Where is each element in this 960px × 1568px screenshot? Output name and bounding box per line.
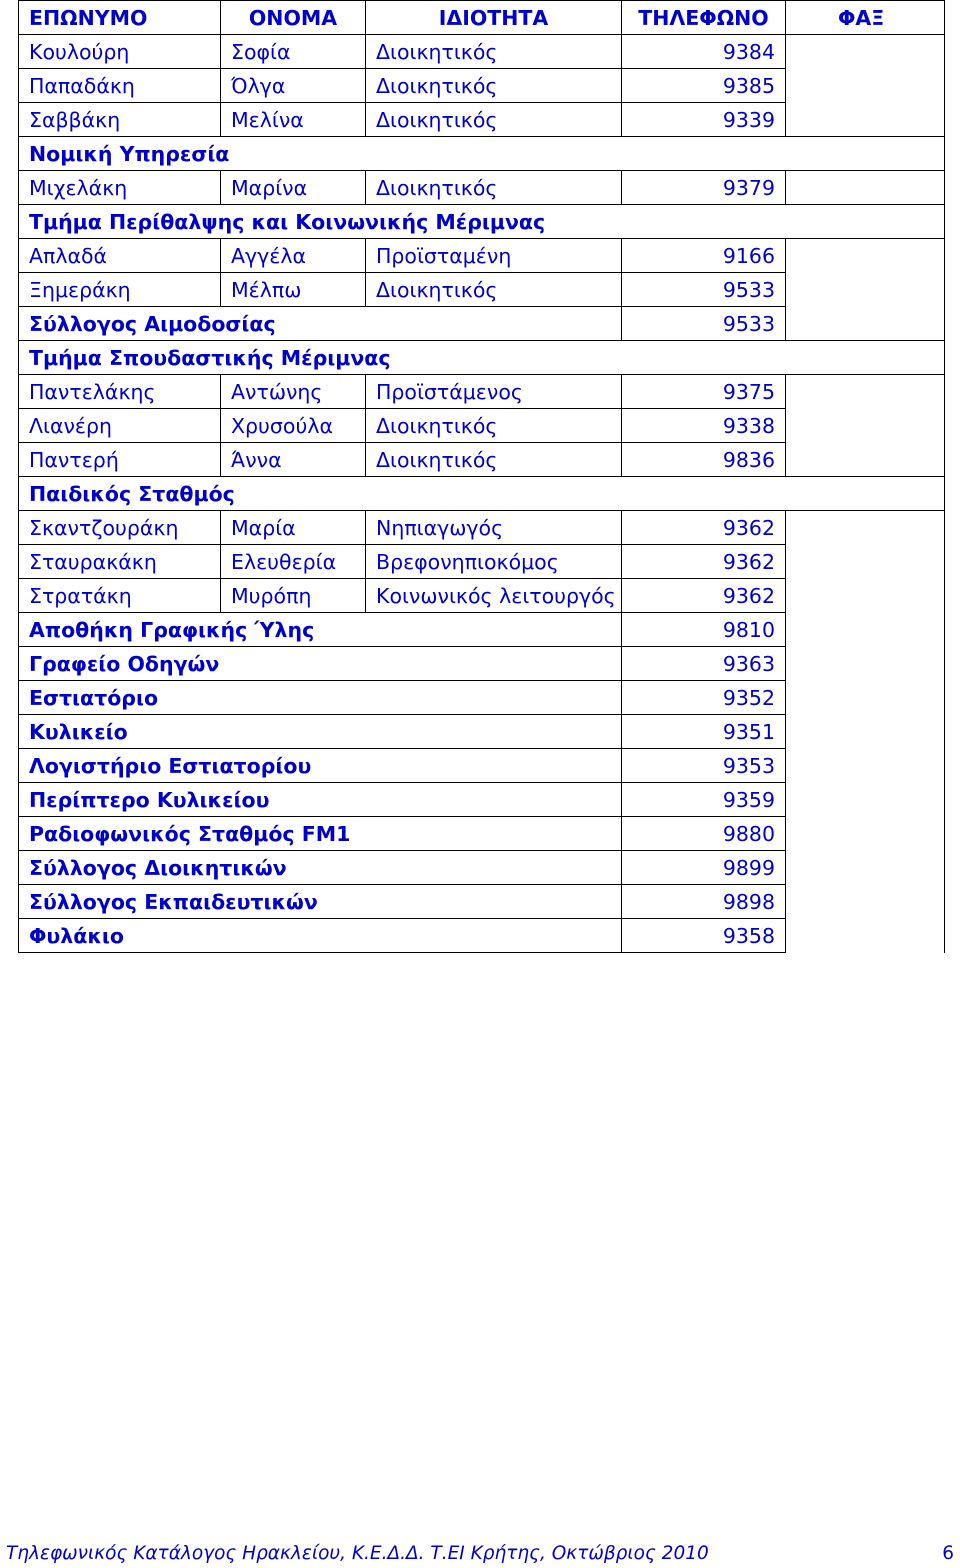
phone-cell: 9836 bbox=[622, 443, 786, 477]
table-row bbox=[19, 273, 945, 307]
fax-cell bbox=[786, 409, 945, 443]
name-cell: Μέλπω bbox=[221, 273, 366, 307]
phone-cell: 9379 bbox=[622, 171, 786, 205]
fax-cell bbox=[786, 919, 945, 953]
phone-cell: 9384 bbox=[622, 35, 786, 69]
table-row bbox=[19, 239, 945, 273]
table-row bbox=[19, 579, 945, 613]
page-number: 6 bbox=[942, 1543, 954, 1564]
header-surname: ΕΠΩΝΥΜΟ bbox=[19, 1, 221, 35]
service-row bbox=[19, 885, 945, 919]
phone-cell: 9339 bbox=[622, 103, 786, 137]
phone-cell: 9810 bbox=[622, 613, 786, 647]
section-row bbox=[19, 477, 945, 511]
header-phone: ΤΗΛΕΦΩΝΟ bbox=[622, 1, 786, 35]
phone-cell: 9385 bbox=[622, 69, 786, 103]
header-name: ΟΝΟΜΑ bbox=[221, 1, 366, 35]
name-cell: Σοφία bbox=[221, 35, 366, 69]
surname-cell: Σκαντζουράκη bbox=[19, 511, 221, 545]
service-name-cell: Αποθήκη Γραφικής Ύλης bbox=[19, 613, 622, 647]
role-cell: Διοικητικός bbox=[366, 171, 622, 205]
section-row bbox=[19, 341, 945, 375]
surname-cell: Ξημεράκη bbox=[19, 273, 221, 307]
name-cell: Μελίνα bbox=[221, 103, 366, 137]
service-name-cell: Ραδιοφωνικός Σταθμός FM1 bbox=[19, 817, 622, 851]
fax-cell bbox=[786, 273, 945, 307]
header-role: ΙΔΙΟΤΗΤΑ bbox=[366, 1, 622, 35]
table-row bbox=[19, 511, 945, 545]
phone-cell: 9880 bbox=[622, 817, 786, 851]
phone-cell: 9166 bbox=[622, 239, 786, 273]
phone-cell: 9358 bbox=[622, 919, 786, 953]
surname-cell: Απλαδά bbox=[19, 239, 221, 273]
name-cell: Μαρίνα bbox=[221, 171, 366, 205]
service-row bbox=[19, 613, 945, 647]
role-cell: Βρεφονηπιοκόμος bbox=[366, 545, 622, 579]
surname-cell: Στρατάκη bbox=[19, 579, 221, 613]
name-cell: Μαρία bbox=[221, 511, 366, 545]
fax-cell bbox=[786, 511, 945, 545]
phone-cell: 9533 bbox=[622, 307, 786, 341]
phone-cell: 9363 bbox=[622, 647, 786, 681]
phone-directory-table bbox=[18, 0, 945, 953]
surname-cell: Παντερή bbox=[19, 443, 221, 477]
service-row bbox=[19, 307, 945, 341]
phone-cell: 9362 bbox=[622, 545, 786, 579]
phone-cell: 9375 bbox=[622, 375, 786, 409]
name-cell: Αγγέλα bbox=[221, 239, 366, 273]
service-row bbox=[19, 647, 945, 681]
fax-cell bbox=[786, 69, 945, 103]
service-name-cell: Σύλλογος Διοικητικών bbox=[19, 851, 622, 885]
fax-cell bbox=[786, 647, 945, 681]
fax-cell bbox=[786, 817, 945, 851]
role-cell: Διοικητικός bbox=[366, 409, 622, 443]
fax-cell bbox=[786, 681, 945, 715]
table-row bbox=[19, 409, 945, 443]
fax-cell bbox=[786, 749, 945, 783]
role-cell: Διοικητικός bbox=[366, 35, 622, 69]
fax-cell bbox=[786, 715, 945, 749]
section-title: Τμήμα Σπουδαστικής Μέριμνας bbox=[19, 341, 945, 375]
phone-cell: 9359 bbox=[622, 783, 786, 817]
section-row bbox=[19, 205, 945, 239]
fax-cell bbox=[786, 545, 945, 579]
header-fax: ΦΑΞ bbox=[786, 1, 945, 35]
section-title: Παιδικός Σταθμός bbox=[19, 477, 945, 511]
name-cell: Αντώνης bbox=[221, 375, 366, 409]
table-row bbox=[19, 35, 945, 69]
fax-cell bbox=[786, 443, 945, 477]
fax-cell bbox=[786, 35, 945, 69]
role-cell: Προϊσταμένη bbox=[366, 239, 622, 273]
surname-cell: Σταυρακάκη bbox=[19, 545, 221, 579]
fax-cell bbox=[786, 783, 945, 817]
section-row bbox=[19, 137, 945, 171]
fax-cell bbox=[786, 239, 945, 273]
fax-cell bbox=[786, 307, 945, 341]
service-row bbox=[19, 715, 945, 749]
name-cell: Χρυσούλα bbox=[221, 409, 366, 443]
role-cell: Διοικητικός bbox=[366, 69, 622, 103]
service-name-cell: Φυλάκιο bbox=[19, 919, 622, 953]
fax-cell bbox=[786, 375, 945, 409]
service-name-cell: Σύλλογος Εκπαιδευτικών bbox=[19, 885, 622, 919]
role-cell: Διοικητικός bbox=[366, 103, 622, 137]
service-name-cell: Λογιστήριο Εστιατορίου bbox=[19, 749, 622, 783]
service-name-cell: Σύλλογος Αιμοδοσίας bbox=[19, 307, 622, 341]
name-cell: Όλγα bbox=[221, 69, 366, 103]
phone-cell: 9533 bbox=[622, 273, 786, 307]
phone-cell: 9899 bbox=[622, 851, 786, 885]
fax-cell bbox=[786, 171, 945, 205]
table-row bbox=[19, 375, 945, 409]
surname-cell: Παντελάκης bbox=[19, 375, 221, 409]
surname-cell: Παπαδάκη bbox=[19, 69, 221, 103]
service-name-cell: Κυλικείο bbox=[19, 715, 622, 749]
phone-cell: 9351 bbox=[622, 715, 786, 749]
service-name-cell: Γραφείο Οδηγών bbox=[19, 647, 622, 681]
service-name-cell: Περίπτερο Κυλικείου bbox=[19, 783, 622, 817]
service-row bbox=[19, 783, 945, 817]
surname-cell: Λιανέρη bbox=[19, 409, 221, 443]
directory-body bbox=[19, 35, 945, 953]
fax-cell bbox=[786, 885, 945, 919]
service-row bbox=[19, 681, 945, 715]
fax-cell bbox=[786, 613, 945, 647]
table-row bbox=[19, 171, 945, 205]
surname-cell: Κουλούρη bbox=[19, 35, 221, 69]
table-row bbox=[19, 69, 945, 103]
service-row bbox=[19, 817, 945, 851]
phone-cell: 9338 bbox=[622, 409, 786, 443]
table-row bbox=[19, 103, 945, 137]
section-title: Τμήμα Περίθαλψης και Κοινωνικής Μέριμνας bbox=[19, 205, 945, 239]
phone-cell: 9353 bbox=[622, 749, 786, 783]
phone-cell: 9898 bbox=[622, 885, 786, 919]
footer-text: Τηλεφωνικός Κατάλογος Ηρακλείου, Κ.Ε.Δ.Δ. Τ.ΕΙ Κρήτης, Οκτώβριος 2010 bbox=[6, 1543, 709, 1564]
fax-cell bbox=[786, 579, 945, 613]
name-cell: Μυρόπη bbox=[221, 579, 366, 613]
fax-cell bbox=[786, 851, 945, 885]
role-cell: Προϊστάμενος bbox=[366, 375, 622, 409]
phone-cell: 9352 bbox=[622, 681, 786, 715]
service-row bbox=[19, 851, 945, 885]
section-title: Νομική Υπηρεσία bbox=[19, 137, 945, 171]
surname-cell: Σαββάκη bbox=[19, 103, 221, 137]
name-cell: Άννα bbox=[221, 443, 366, 477]
fax-cell bbox=[786, 103, 945, 137]
table-row bbox=[19, 443, 945, 477]
service-row bbox=[19, 749, 945, 783]
phone-cell: 9362 bbox=[622, 511, 786, 545]
table-row bbox=[19, 545, 945, 579]
service-row bbox=[19, 919, 945, 953]
role-cell: Νηπιαγωγός bbox=[366, 511, 622, 545]
header-row bbox=[19, 1, 945, 35]
role-cell: Διοικητικός bbox=[366, 273, 622, 307]
phone-cell: 9362 bbox=[622, 579, 786, 613]
role-cell: Κοινωνικός λειτουργός bbox=[366, 579, 622, 613]
surname-cell: Μιχελάκη bbox=[19, 171, 221, 205]
name-cell: Ελευθερία bbox=[221, 545, 366, 579]
role-cell: Διοικητικός bbox=[366, 443, 622, 477]
service-name-cell: Εστιατόριο bbox=[19, 681, 622, 715]
